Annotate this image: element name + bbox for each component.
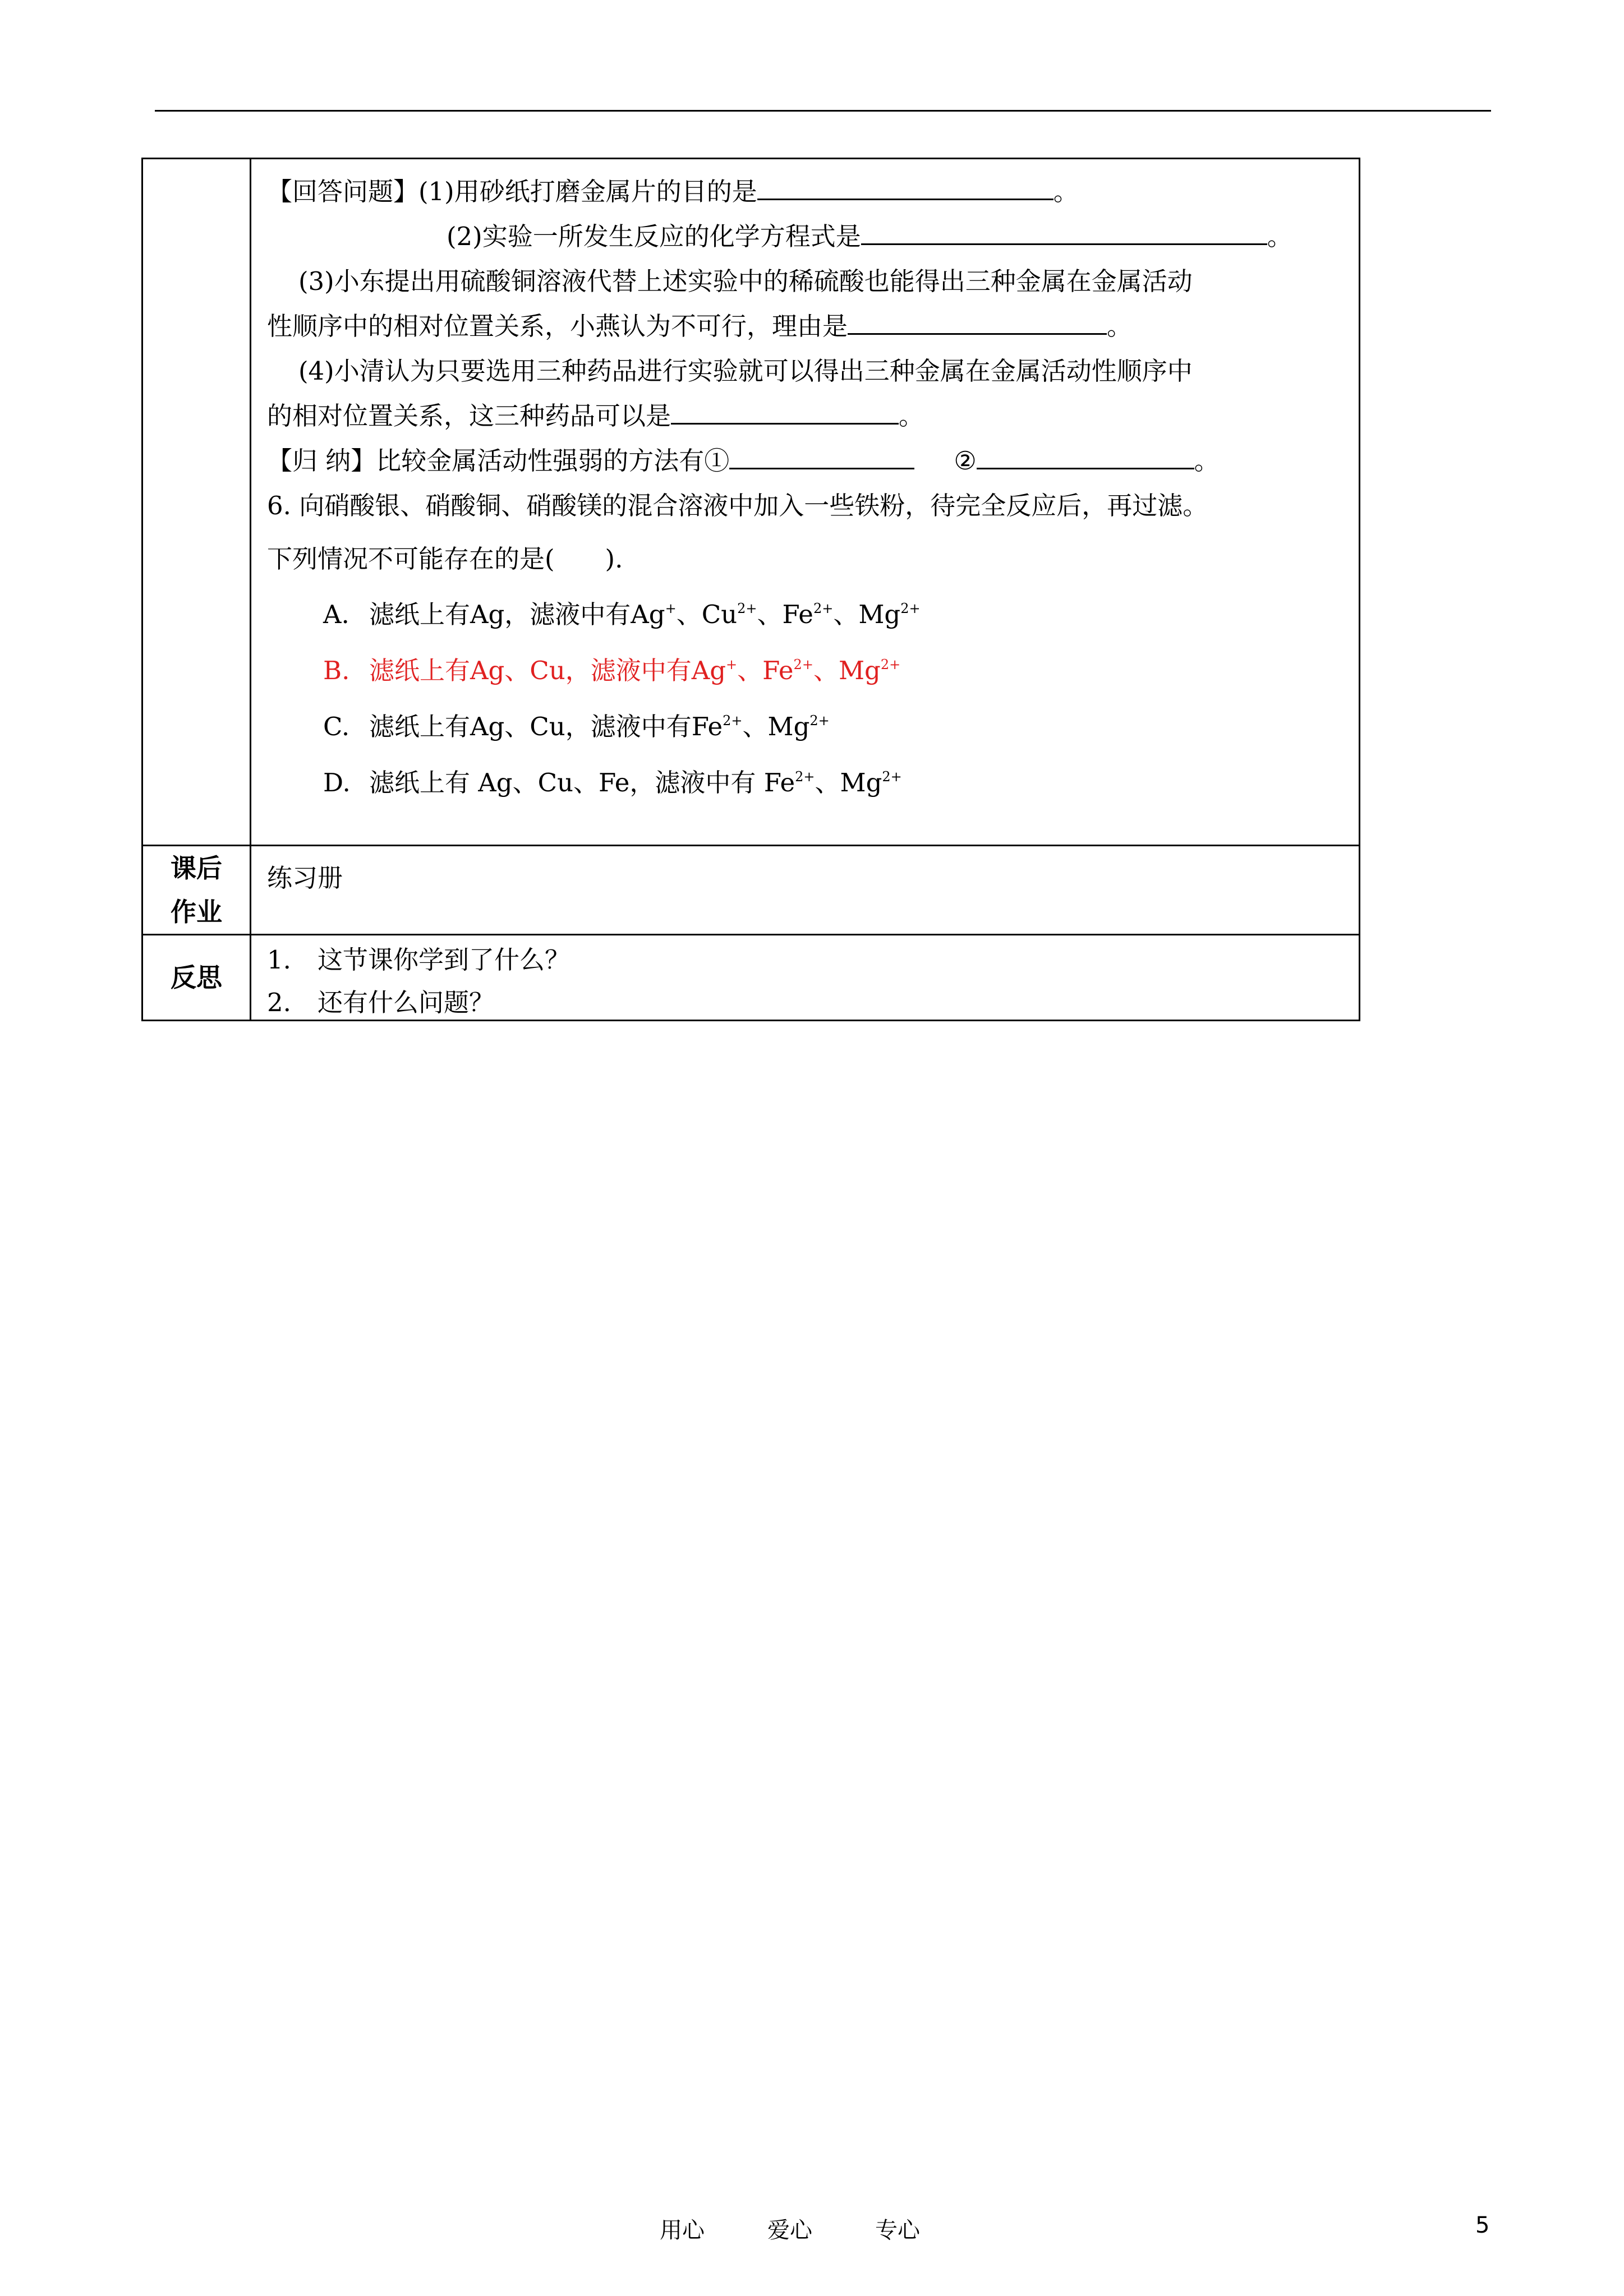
option-d: D. 滤纸上有 Ag、Cu、Fe，滤液中有 $Fe^{2+}$、$Mg^{2+}$ <box>323 768 902 797</box>
answer-blank-1[interactable] <box>757 173 1053 200</box>
homework-label: 课后 作业 <box>142 846 251 935</box>
table-row-reflection <box>142 935 1360 1021</box>
option-a: A. 滤纸上有Ag，滤液中有Ag+、$Cu^{2+}$、$Fe^{2+}$、$Mg^{2+}$ <box>323 600 921 629</box>
question-line-2: (2)实验一所发生反应的化学方程式是 。 <box>267 214 1359 259</box>
empty-label-cell <box>142 159 251 846</box>
lesson-table <box>141 158 1360 1021</box>
question-line-1: 【回答问题】(1)用砂纸打磨金属片的目的是 。 <box>267 169 1359 214</box>
table-row-questions <box>142 159 1360 846</box>
option-b-answer: B. 滤纸上有Ag、Cu，滤液中有Ag+、$Fe^{2+}$、$Mg^{2+}$ <box>323 656 901 685</box>
reflection-cell <box>251 935 1360 1021</box>
page-footer <box>0 2212 1624 2246</box>
reflection-item: 1. 这节课你学到了什么？ <box>267 945 571 975</box>
question-line-4: 性顺序中的相对位置关系，小燕认为不可行，理由是 。 <box>267 304 1359 349</box>
question6-stem-line2: 下列情况不可能存在的是( ). <box>267 544 623 574</box>
answer-blank-4[interactable] <box>671 397 899 425</box>
question-line-6: 的相对位置关系，这三种药品可以是 。 <box>267 394 1359 439</box>
header-rule <box>155 110 1491 112</box>
question6-stem-line1: 6. 向硝酸银、硝酸铜、硝酸镁的混合溶液中加入一些铁粉，待完全反应后，再过滤。 <box>267 491 1208 520</box>
homework-cell <box>251 846 1360 935</box>
question-line-5: (4)小清认为只要选用三种药品进行实验就可以得出三种金属在金属活动性顺序中 <box>298 356 1193 386</box>
answer-blank-6[interactable] <box>977 442 1194 469</box>
option-c: C. 滤纸上有Ag、Cu，滤液中有$Fe^{2+}$、$Mg^{2+}$ <box>323 712 830 741</box>
reflection-item: 2. 还有什么问题？ <box>267 988 495 1017</box>
answer-blank-2[interactable] <box>861 218 1267 245</box>
table-row-homework <box>142 846 1360 935</box>
question-line-3: (3)小东提出用硫酸铜溶液代替上述实验中的稀硫酸也能得出三种金属在金属活动 <box>298 266 1193 296</box>
reflection-label: 反思 <box>142 935 251 1021</box>
questions-cell <box>251 159 1360 846</box>
homework-text: 练习册 <box>267 863 343 893</box>
page-number: 5 <box>1475 2212 1490 2238</box>
answer-blank-3[interactable] <box>848 307 1107 335</box>
summary-line: 【归 纳】比较金属活动性强弱的方法有① ② 。 <box>267 439 1359 483</box>
answer-blank-5[interactable] <box>729 442 914 469</box>
footer-mottos: 用心 爱心 专心 <box>660 2217 920 2243</box>
